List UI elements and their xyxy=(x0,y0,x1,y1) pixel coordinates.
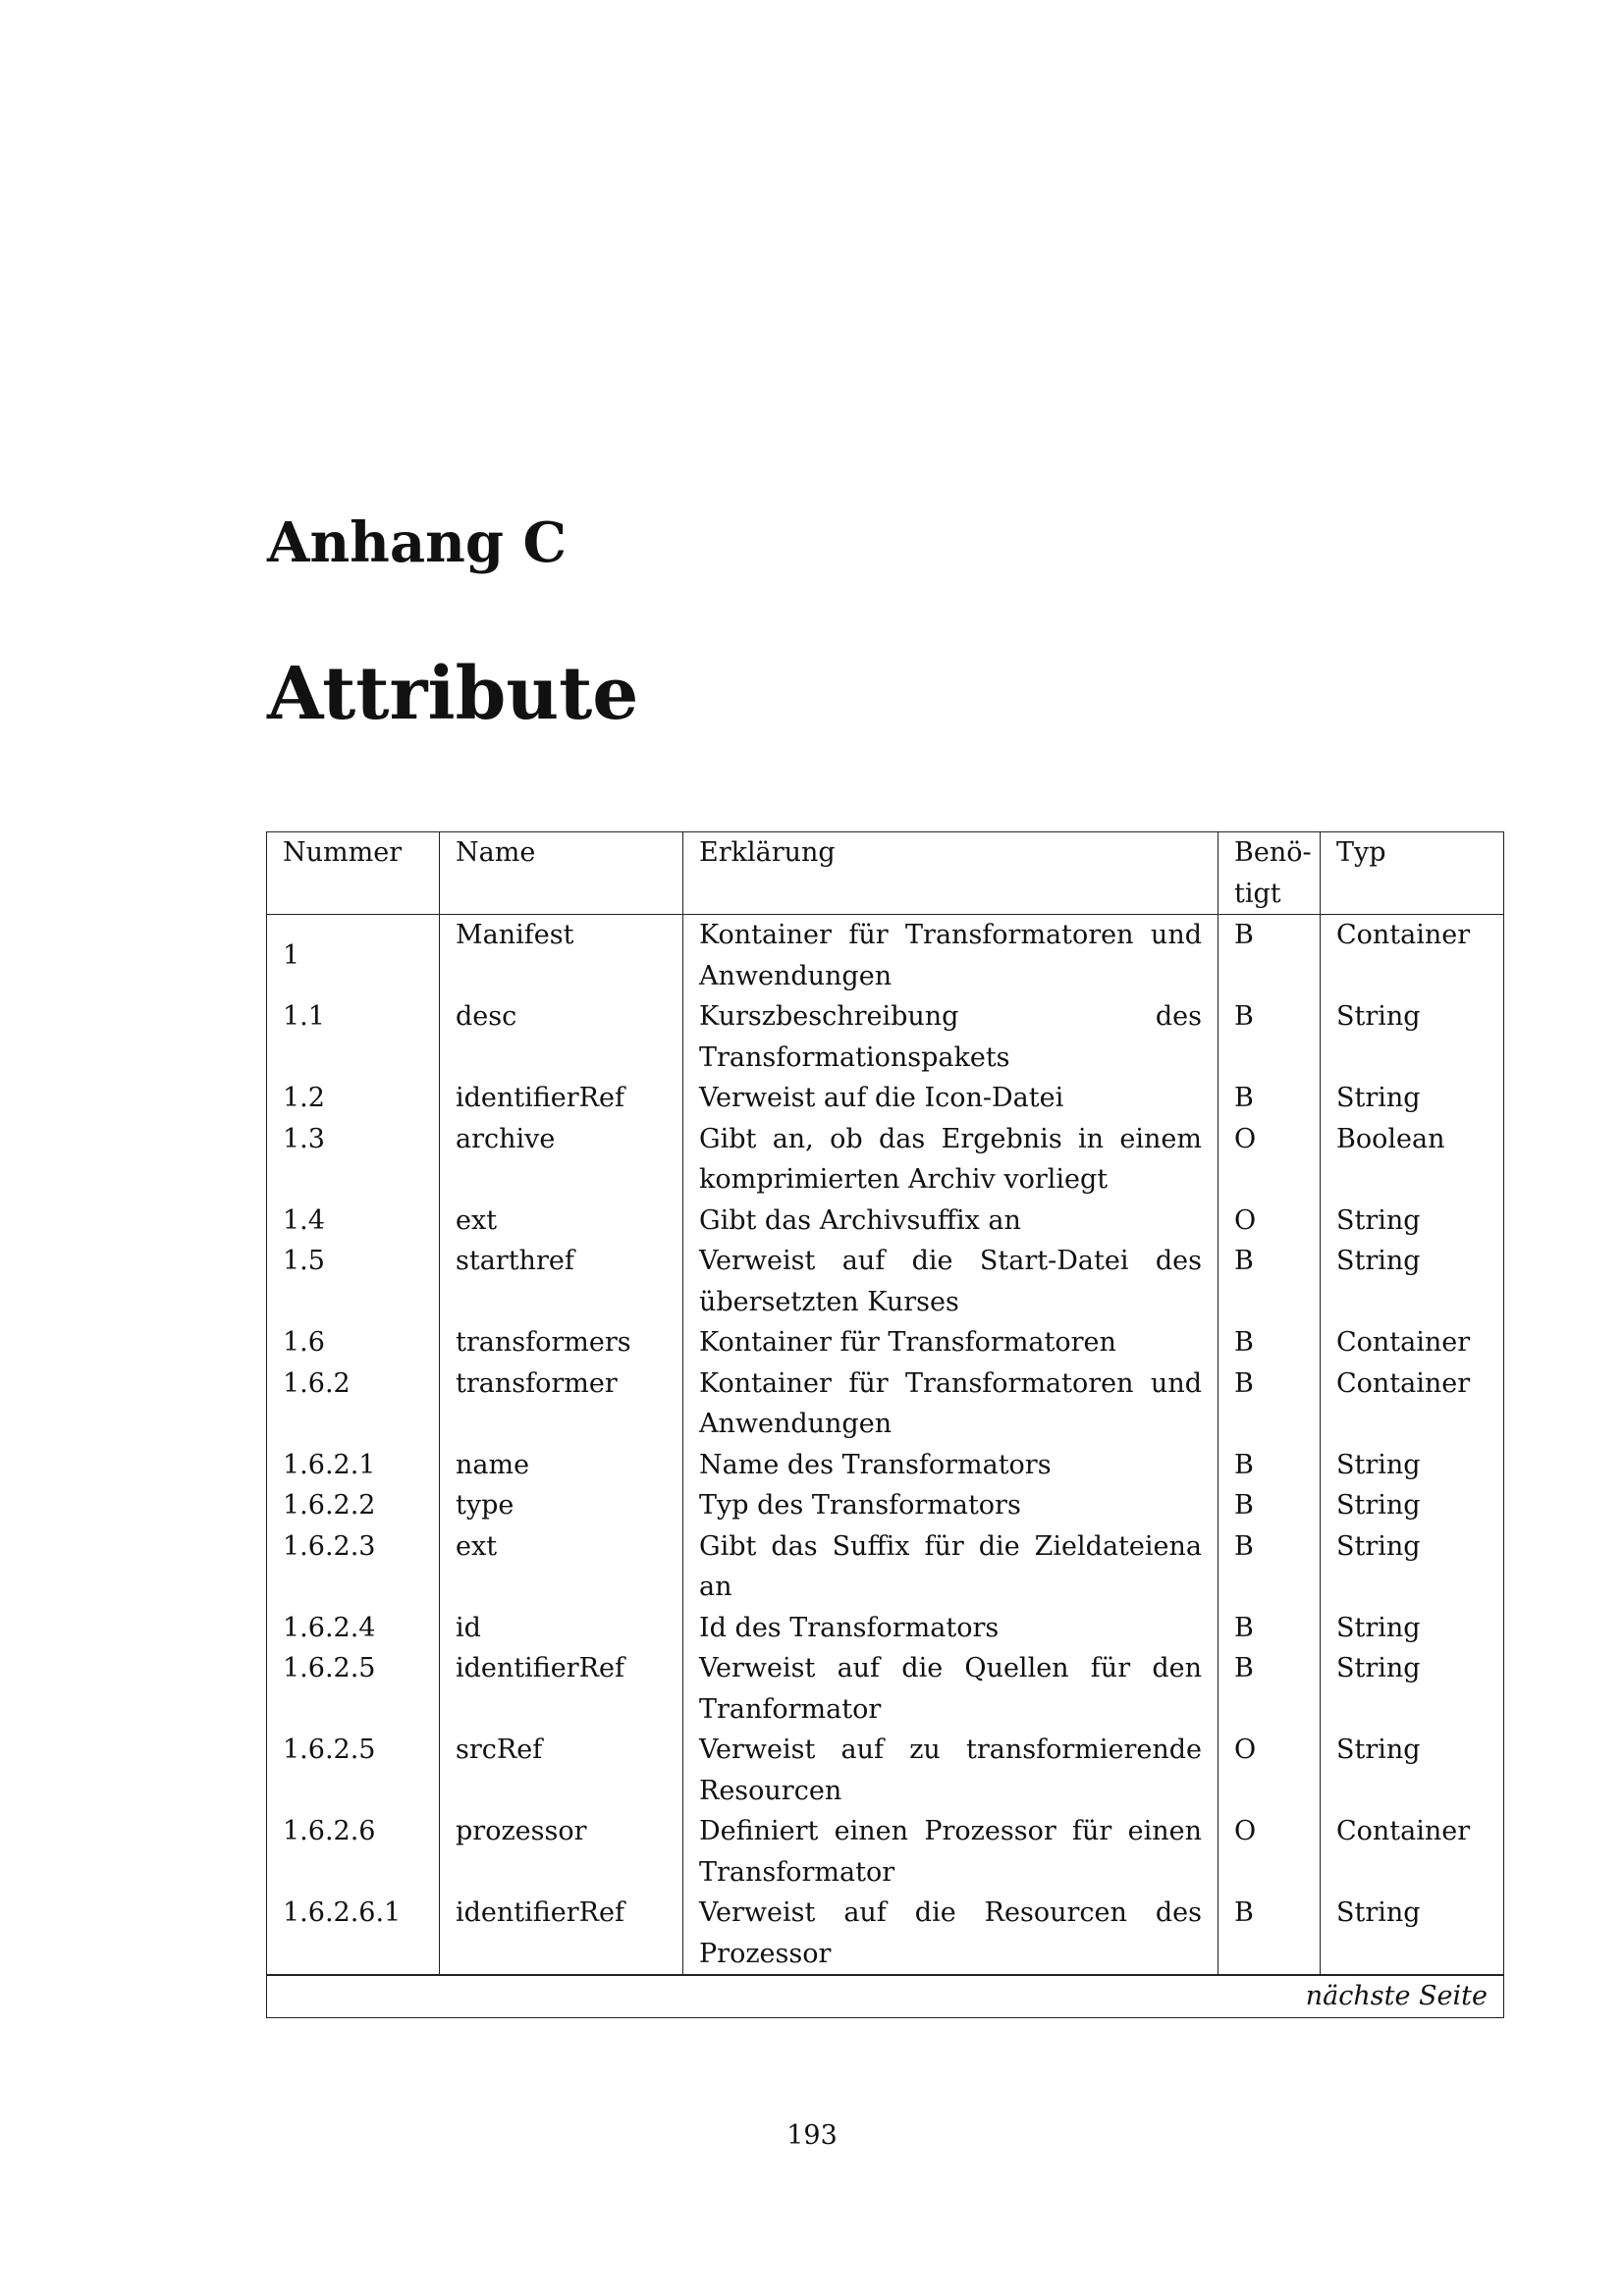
cell-description: Kontainer für Transformatoren xyxy=(683,1322,1218,1363)
cell-name: transformers xyxy=(440,1322,683,1363)
chapter-title: Attribute xyxy=(267,652,639,736)
cell-description: Kontainer für Transformatoren und Anwendungen xyxy=(683,1363,1218,1445)
header-row xyxy=(267,832,1504,915)
cell-type: String xyxy=(1321,1241,1504,1322)
cell-type: Boolean xyxy=(1321,1119,1504,1201)
cell-type: Container xyxy=(1321,1811,1504,1893)
cell-name: ext xyxy=(440,1201,683,1242)
cell-name: srcRef xyxy=(440,1730,683,1811)
cell-type: String xyxy=(1321,1608,1504,1649)
table-row xyxy=(267,1893,1504,1975)
cell-description: Kontainer für Transformatoren und Anwendungen xyxy=(683,915,1218,997)
cell-number: 1.6.2.5 xyxy=(267,1730,440,1811)
table-row xyxy=(267,1526,1504,1608)
cell-type: Container xyxy=(1321,1322,1504,1363)
cell-name: desc xyxy=(440,996,683,1078)
cell-type: Container xyxy=(1321,1363,1504,1445)
cell-name: ext xyxy=(440,1526,683,1608)
cell-required: B xyxy=(1218,1526,1321,1608)
cell-number: 1.6.2.6.1 xyxy=(267,1893,440,1975)
cell-type: String xyxy=(1321,1730,1504,1811)
table-row xyxy=(267,1485,1504,1526)
cell-description: Gibt das Suffix für die Zieldateiena an xyxy=(683,1526,1218,1608)
cell-number: 1.6.2.5 xyxy=(267,1648,440,1730)
cell-description: Kurszbeschreibung des Transformationspakets xyxy=(683,996,1218,1078)
cell-required: O xyxy=(1218,1201,1321,1242)
table-header xyxy=(267,832,1504,915)
table-row xyxy=(267,1119,1504,1201)
cell-type: String xyxy=(1321,1648,1504,1730)
header-required-line2: tigt xyxy=(1234,878,1281,909)
cell-name: identifierRef xyxy=(440,1893,683,1975)
chapter-label: Anhang C xyxy=(267,510,568,575)
table-row xyxy=(267,996,1504,1078)
cell-required: B xyxy=(1218,1608,1321,1649)
cell-description: Definiert einen Prozessor für einen Transformator xyxy=(683,1811,1218,1893)
cell-name: transformer xyxy=(440,1363,683,1445)
table-row xyxy=(267,1811,1504,1893)
cell-required: B xyxy=(1218,1893,1321,1975)
cell-name: identifierRef xyxy=(440,1648,683,1730)
cell-number: 1.5 xyxy=(267,1241,440,1322)
cell-name: archive xyxy=(440,1119,683,1201)
cell-description: Gibt das Archivsuffix an xyxy=(683,1201,1218,1242)
cell-name: prozessor xyxy=(440,1811,683,1893)
cell-type: String xyxy=(1321,1485,1504,1526)
cell-description: Name des Transformators xyxy=(683,1445,1218,1486)
cell-required: B xyxy=(1218,1445,1321,1486)
cell-required: O xyxy=(1218,1811,1321,1893)
cell-type: String xyxy=(1321,1201,1504,1242)
header-required-line1: Benö- xyxy=(1234,837,1312,868)
table-footer xyxy=(267,1975,1504,2017)
table-row xyxy=(267,1201,1504,1242)
table-body xyxy=(267,915,1504,1976)
header-number: Nummer xyxy=(267,832,440,915)
cell-type: String xyxy=(1321,996,1504,1078)
cell-description: Id des Transformators xyxy=(683,1608,1218,1649)
header-description: Erklärung xyxy=(683,832,1218,915)
cell-type: Container xyxy=(1321,915,1504,997)
cell-number: 1.6.2.2 xyxy=(267,1485,440,1526)
header-type: Typ xyxy=(1321,832,1504,915)
cell-required: B xyxy=(1218,1241,1321,1322)
page-number: 193 xyxy=(786,2120,838,2151)
table-row xyxy=(267,1730,1504,1811)
cell-description: Verweist auf die Resourcen des Prozessor xyxy=(683,1893,1218,1975)
cell-type: String xyxy=(1321,1078,1504,1119)
table-row xyxy=(267,1241,1504,1322)
cell-number: 1.2 xyxy=(267,1078,440,1119)
continuation-row xyxy=(267,1975,1504,2017)
cell-type: String xyxy=(1321,1893,1504,1975)
table-row xyxy=(267,1078,1504,1119)
attribute-table xyxy=(266,831,1504,2018)
cell-number: 1 xyxy=(267,915,440,997)
cell-description: Gibt an, ob das Ergebnis in einem komprimierten Archiv vorliegt xyxy=(683,1119,1218,1201)
continuation-note: nächste Seite xyxy=(267,1975,1504,2017)
table-row xyxy=(267,1648,1504,1730)
cell-required: O xyxy=(1218,1730,1321,1811)
cell-number: 1.1 xyxy=(267,996,440,1078)
cell-name: type xyxy=(440,1485,683,1526)
cell-required: O xyxy=(1218,1119,1321,1201)
cell-required: B xyxy=(1218,1363,1321,1445)
cell-number: 1.6.2.1 xyxy=(267,1445,440,1486)
cell-required: B xyxy=(1218,1648,1321,1730)
cell-number: 1.6 xyxy=(267,1322,440,1363)
cell-name: starthref xyxy=(440,1241,683,1322)
cell-number: 1.3 xyxy=(267,1119,440,1201)
cell-required: B xyxy=(1218,915,1321,997)
cell-name: identifierRef xyxy=(440,1078,683,1119)
cell-type: String xyxy=(1321,1445,1504,1486)
cell-required: B xyxy=(1218,1078,1321,1119)
table-row xyxy=(267,1363,1504,1445)
cell-description: Verweist auf zu transformierende Resourcen xyxy=(683,1730,1218,1811)
cell-required: B xyxy=(1218,1322,1321,1363)
cell-number: 1.6.2 xyxy=(267,1363,440,1445)
cell-number: 1.6.2.4 xyxy=(267,1608,440,1649)
cell-description: Typ des Transformators xyxy=(683,1485,1218,1526)
table-row xyxy=(267,1445,1504,1486)
table-row xyxy=(267,1322,1504,1363)
cell-required: B xyxy=(1218,996,1321,1078)
cell-number: 1.6.2.3 xyxy=(267,1526,440,1608)
cell-number: 1.4 xyxy=(267,1201,440,1242)
table-row xyxy=(267,1608,1504,1649)
cell-description: Verweist auf die Start-Datei des übersetzten Kurses xyxy=(683,1241,1218,1322)
cell-name: Manifest xyxy=(440,915,683,997)
cell-name: id xyxy=(440,1608,683,1649)
header-name: Name xyxy=(440,832,683,915)
table-row xyxy=(267,915,1504,997)
cell-type: String xyxy=(1321,1526,1504,1608)
cell-description: Verweist auf die Quellen für den Tranformator xyxy=(683,1648,1218,1730)
cell-required: B xyxy=(1218,1485,1321,1526)
cell-description: Verweist auf die Icon-Datei xyxy=(683,1078,1218,1119)
cell-number: 1.6.2.6 xyxy=(267,1811,440,1893)
header-required xyxy=(1218,832,1321,915)
cell-name: name xyxy=(440,1445,683,1486)
